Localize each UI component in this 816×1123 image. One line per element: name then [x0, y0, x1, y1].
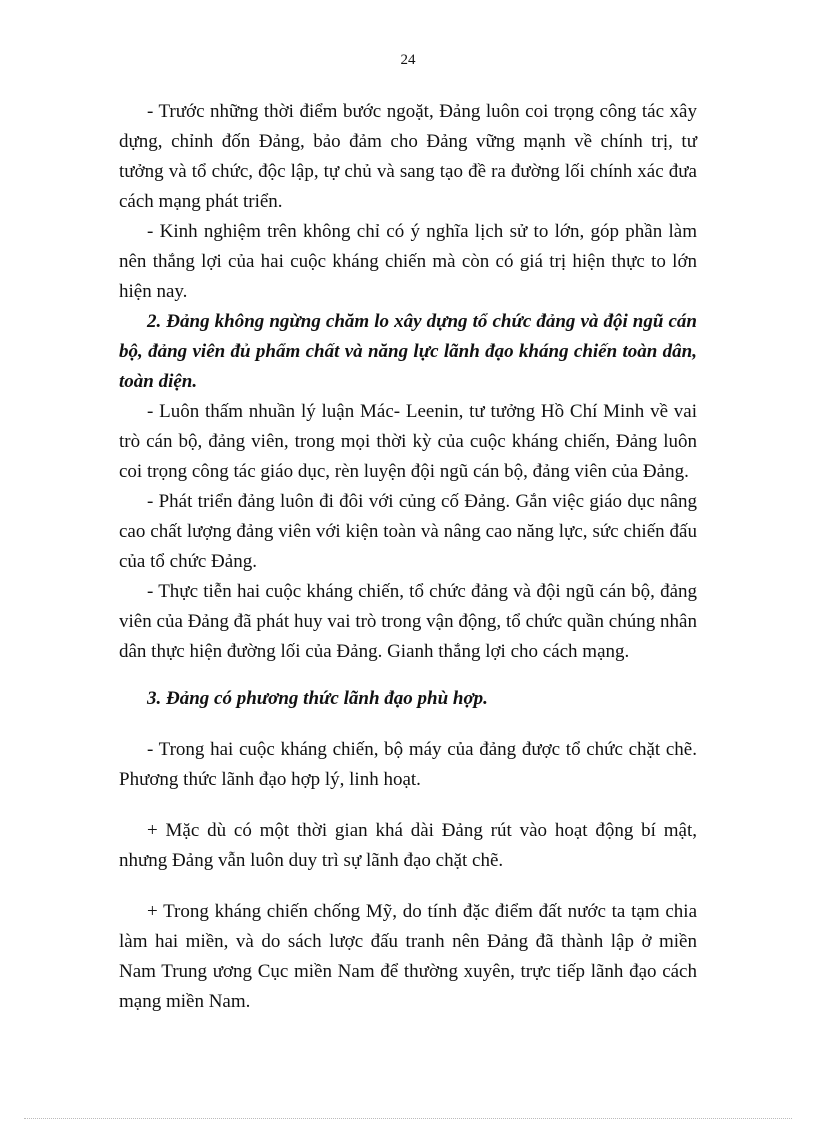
- paragraph-experience-value: - Kinh nghiệm trên không chỉ có ý nghĩa lịch sử to lớn, góp phần làm nên thắng lợi của hai cuộc kháng chiến mà còn có giá trị hiện thực to lớn hiện nay.: [119, 221, 697, 302]
- document-body: [119, 97, 697, 1017]
- section-heading-3: 3. Đảng có phương thức lãnh đạo phù hợp.: [147, 688, 488, 709]
- paragraph-anti-american-war: + Trong kháng chiến chống Mỹ, do tính đặc điểm đất nước ta tạm chia làm hai miền, và do sách lược đấu tranh nên Đảng đã thành lập ở miền Nam Trung ương Cục miền Nam để thường xuyên, trực tiếp lãnh đạo cách mạng miền Nam.: [119, 901, 697, 1012]
- page-number: 24: [400, 52, 416, 68]
- paragraph-party-rebuilding: - Trước những thời điểm bước ngoặt, Đảng luôn coi trọng công tác xây dựng, chỉnh đốn Đảng, bảo đảm cho Đảng vững mạnh về chính trị, tư tưởng và tổ chức, độc lập, tự chủ và sang tạo đề ra đường lối chính xác đưa cách mạng phát triển.: [119, 101, 697, 212]
- page-bottom-divider: [24, 1118, 792, 1119]
- paragraph-party-development: - Phát triển đảng luôn đi đôi với củng cố Đảng. Gắn việc giáo dục nâng cao chất lượng đảng viên với kiện toàn và nâng cao năng lực, sức chiến đấu của tổ chức Đảng.: [119, 491, 697, 572]
- paragraph-cadre-training: - Luôn thấm nhuần lý luận Mác- Leenin, tư tưởng Hồ Chí Minh về vai trò cán bộ, đảng viên, trong mọi thời kỳ của cuộc kháng chiến, Đảng luôn coi trọng công tác giáo dục, rèn luyện đội ngũ cán bộ, đảng viên của Đảng.: [119, 401, 697, 482]
- paragraph-apparatus: - Trong hai cuộc kháng chiến, bộ máy của đảng được tổ chức chặt chẽ. Phương thức lãnh đạo hợp lý, linh hoạt.: [119, 739, 697, 790]
- paragraph-secret-activity: + Mặc dù có một thời gian khá dài Đảng rút vào hoạt động bí mật, nhưng Đảng vẫn luôn duy trì sự lãnh đạo chặt chẽ.: [119, 820, 697, 871]
- paragraph-practice: - Thực tiễn hai cuộc kháng chiến, tổ chức đảng và đội ngũ cán bộ, đảng viên của Đảng đã phát huy vai trò trong vận động, tổ chức quần chúng nhân dân thực hiện đường lối của Đảng. Gianh thắng lợi cho cách mạng.: [119, 581, 697, 662]
- section-heading-2: 2. Đảng không ngừng chăm lo xây dựng tổ chức đảng và đội ngũ cán bộ, đảng viên đủ phẩm chất và năng lực lãnh đạo kháng chiến toàn dân, toàn diện.: [119, 311, 697, 392]
